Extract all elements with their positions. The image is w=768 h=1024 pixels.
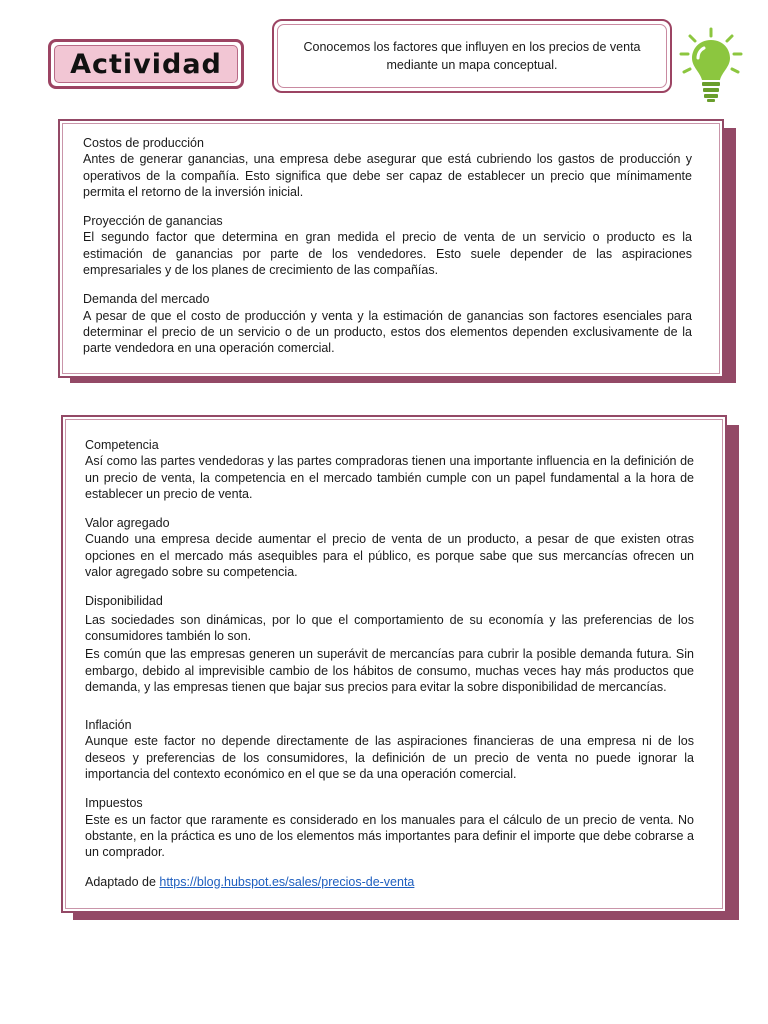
section-body: Cuando una empresa decide aumentar el precio de venta de un producto, a pesar de que existen otras opciones en el mercado más asequibles para el público, es porque sabe que sus mercancías ofrecen un valor agregado sobre su competencia.	[85, 532, 694, 580]
section-proyeccion	[83, 213, 692, 278]
activity-badge-inner	[54, 45, 238, 83]
section-title: Inflación	[85, 718, 132, 733]
section-inflacion	[85, 717, 694, 782]
section-body: A pesar de que el costo de producción y venta y la estimación de ganancias son factores esenciales para determinar el precio de un servicio o de un producto, estos dos elementos dependen exclusivamente de la parte vendedora en una operación comercial.	[83, 308, 692, 356]
panel1-text	[83, 135, 692, 370]
source-link[interactable]: https://blog.hubspot.es/sales/precios-de-venta	[159, 874, 415, 889]
section-body: Antes de generar ganancias, una empresa debe asegurar que está cubriendo los gastos de producción y operativos de la compañía. Esto significa que debe ser capaz de establecer un precio que mínimamente permita el retorno de la inversión inicial.	[83, 152, 692, 199]
section-demanda	[83, 291, 692, 356]
section-title: Impuestos	[85, 796, 143, 811]
section-costos	[83, 135, 692, 200]
intro-box-inner	[277, 24, 667, 88]
lightbulb-icon	[676, 26, 746, 106]
intro-box	[272, 19, 672, 93]
section-impuestos	[85, 795, 694, 860]
activity-badge	[48, 39, 244, 89]
section-valor-agregado	[85, 515, 694, 580]
section-body: Así como las partes vendedoras y las partes compradoras tienen una importante influencia en la definición de un precio de venta, la competencia en el mercado también cumple con un papel fundamental a la hora de establecer un precio de venta.	[85, 454, 694, 501]
section-title: Costos de producción	[83, 136, 204, 150]
section-title: Competencia	[85, 438, 159, 452]
section-title: Valor agregado	[85, 516, 170, 531]
section-title: Demanda del mercado	[83, 292, 210, 307]
section-body-2: Es común que las empresas generen un superávit de mercancías para cubrir la posible demanda futura. Sin embargo, debido al imprevisible cambio de los hábitos de consumo, muchas veces hay más productos que demanda, y las empresas tienen que bajar sus precios para evitar la sobre disponibilidad de mercancías.	[85, 647, 694, 694]
section-body: Aunque este factor no depende directamente de las aspiraciones financieras de una empresa ni de los deseos y preferencias de los consumidores, la definición de un precio de venta no puede ignorar la importancia del contexto económico en el que se da una operación comercial.	[85, 734, 694, 782]
panel2-text	[85, 437, 694, 890]
section-disponibilidad	[85, 593, 694, 695]
section-title: Proyección de ganancias	[83, 214, 223, 229]
source-line	[85, 874, 694, 890]
section-body: Las sociedades son dinámicas, por lo que el comportamiento de su economía y las preferencias de los consumidores también lo son.	[85, 612, 694, 643]
activity-badge-label: Actividad	[70, 48, 222, 80]
section-title: Disponibilidad	[85, 594, 163, 609]
section-body: Este es un factor que raramente es considerado en los manuales para el cálculo de un precio de venta. No obstante, en la práctica es uno de los elementos más importantes para definir el importe que debe cobrarse a un comprador.	[85, 812, 694, 860]
section-body: El segundo factor que determina en gran medida el precio de venta de un servicio o producto es la estimación de ganancias por parte de los vendedores. Esto suele depender de las aspiraciones empresariales y de los planes de crecimiento de las compañías.	[83, 230, 692, 278]
source-prefix: Adaptado de	[85, 874, 160, 889]
section-competencia	[85, 437, 694, 502]
intro-text: Conocemos los factores que influyen en los precios de venta mediante un mapa conceptual.	[303, 40, 641, 72]
